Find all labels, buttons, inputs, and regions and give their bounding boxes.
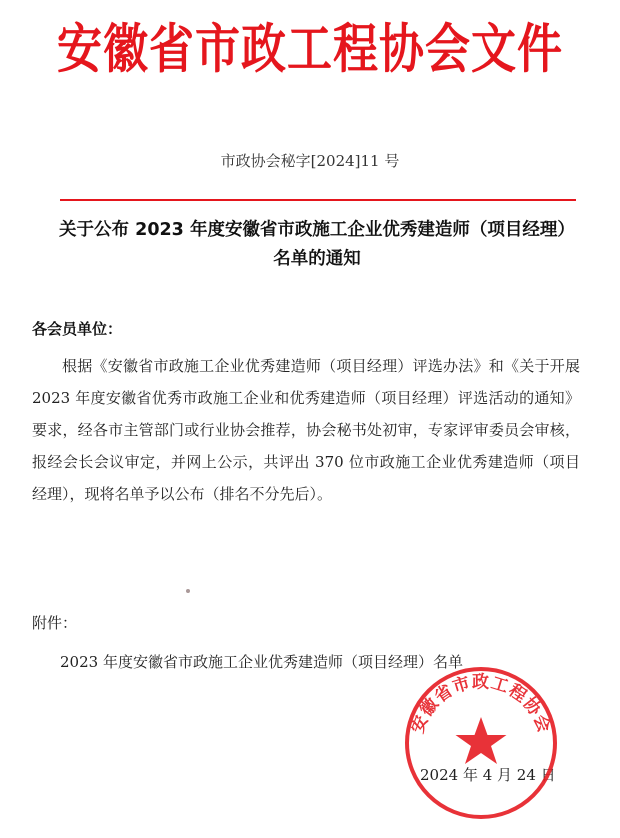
svg-text:安徽省市政工程协会: 安徽省市政工程协会 — [407, 672, 555, 737]
salutation: 各会员单位： — [32, 320, 123, 338]
masthead-title: 安徽省市政工程协会文件 — [56, 17, 563, 81]
attachment-item: 2023 年度安徽省市政施工企业优秀建造师（项目经理）名单 — [60, 653, 463, 671]
body-paragraph: 根据《安徽省市政施工企业优秀建造师（项目经理）评选办法》和《关于开展 2023 年度安徽省优秀市政施工企业和优秀建造师（项目经理）评选活动的通知》要求，经各市主管部门或行业协会推荐，协会秘书处初审，专家评审委员会审核，报经会长会议审定，并网上公示，共评出 370 位市政施工企业优秀建造师（项目经理），现将名单予以公布（排名不分先后）。 — [32, 357, 580, 503]
notice-title: 关于公布 2023 年度安徽省市政施工企业优秀建造师（项目经理）名单的通知 — [59, 220, 575, 269]
red-divider-line — [60, 199, 576, 201]
official-seal-icon — [403, 665, 559, 821]
attachment-label: 附件： — [32, 614, 78, 632]
scan-speck — [186, 589, 190, 593]
issue-date: 2024 年 4 月 24 日 — [420, 766, 556, 784]
document-number: 市政协会秘字[2024]11 号 — [220, 152, 400, 170]
